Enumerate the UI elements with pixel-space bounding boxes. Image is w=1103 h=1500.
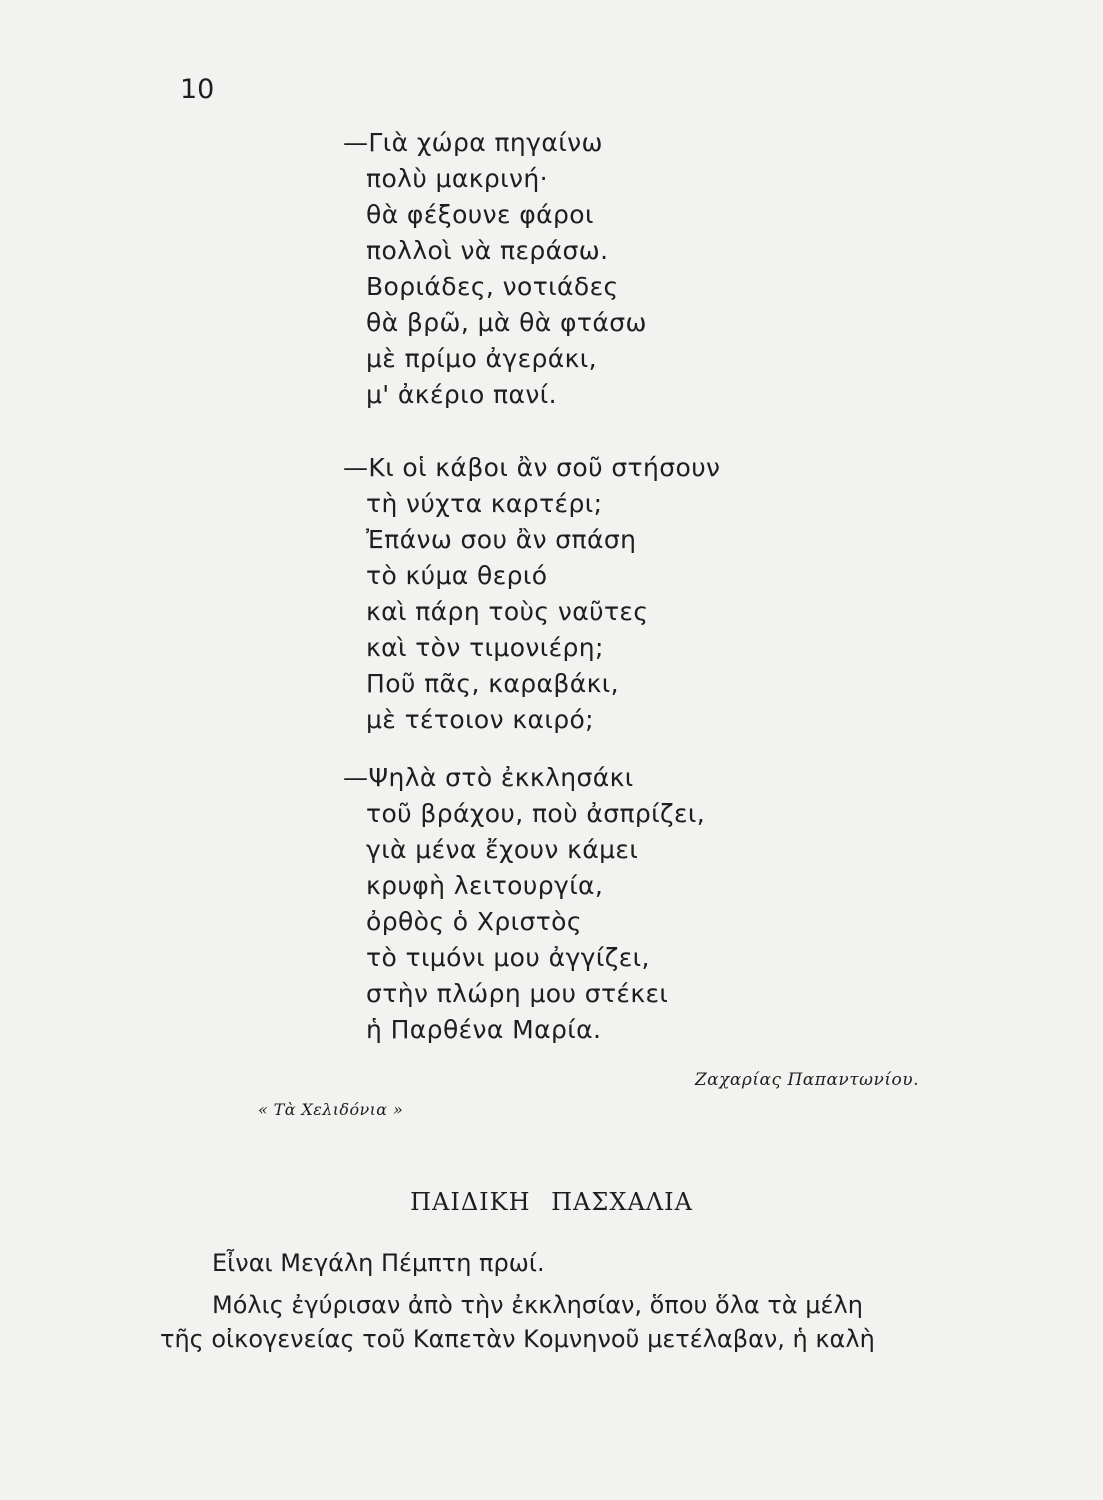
- paragraph-line: Μόλις ἐγύρισαν ἀπὸ τὴν ἐκκλησίαν, ὅπου ὅλα τὰ μέλη: [212, 1291, 863, 1319]
- poem-line: θὰ βρῶ, μὰ θὰ φτάσω: [366, 308, 647, 337]
- poem-line: κρυφὴ λειτουργία,: [366, 871, 604, 900]
- poem-line: καὶ τὸν τιμονιέρη;: [366, 633, 604, 662]
- article-paragraph-2: [160, 1288, 980, 1356]
- page-number: 10: [180, 74, 215, 105]
- poem-line: ἡ Παρθένα Μαρία.: [366, 1015, 602, 1044]
- poem-line: Ποῦ πᾶς, καραβάκι,: [366, 669, 619, 698]
- poem-line: θὰ φέξουνε φάροι: [366, 200, 594, 229]
- poem-author: Ζαχαρίας Παπαντωνίου.: [694, 1070, 919, 1090]
- poem-line: μὲ τέτοιον καιρό;: [366, 705, 595, 734]
- poem-line: γιὰ μένα ἔχουν κάμει: [366, 835, 639, 864]
- poem-line: μὲ πρίμο ἀγεράκι,: [366, 344, 597, 373]
- poem-line: τοῦ βράχου, ποὺ ἀσπρίζει,: [366, 799, 706, 828]
- poem-line: τὸ τιμόνι μου ἀγγίζει,: [366, 943, 650, 972]
- poem-line: ὀρθὸς ὁ Χριστὸς: [366, 907, 582, 936]
- article-title: ΠΑΙΔΙΚΗ ΠΑΣΧΑΛΙΑ: [410, 1188, 693, 1216]
- poem-line: καὶ πάρη τοὺς ναῦτες: [366, 597, 649, 626]
- poem-line: τὴ νύχτα καρτέρι;: [366, 489, 603, 518]
- paragraph-line: τῆς οἰκογενείας τοῦ Καπετὰν Κομνηνοῦ μετέλαβαν, ἡ καλὴ: [160, 1325, 875, 1353]
- poem-line: —Κι οἱ κάβοι ἂν σοῦ στήσουν: [343, 453, 721, 482]
- poem-line: τὸ κύμα θεριό: [366, 561, 548, 590]
- poem-line: —Ψηλὰ στὸ ἐκκλησάκι: [343, 763, 634, 792]
- poem-line: Βοριάδες, νοτιάδες: [366, 272, 619, 301]
- poem-line: στὴν πλώρη μου στέκει: [366, 979, 669, 1008]
- poem-line: Ἐπάνω σου ἂν σπάση: [366, 525, 637, 554]
- poem-line: —Γιὰ χώρα πηγαίνω: [343, 128, 603, 157]
- article-paragraph-1: Εἶναι Μεγάλη Πέμπτη πρωί.: [212, 1249, 545, 1277]
- poem-source: « Τὰ Χελιδόνια »: [258, 1100, 404, 1119]
- poem-line: πολλοὶ νὰ περάσω.: [366, 236, 609, 265]
- poem-line: μ' ἀκέριο πανί.: [366, 380, 557, 409]
- poem-line: πολὺ μακρινή·: [366, 164, 548, 193]
